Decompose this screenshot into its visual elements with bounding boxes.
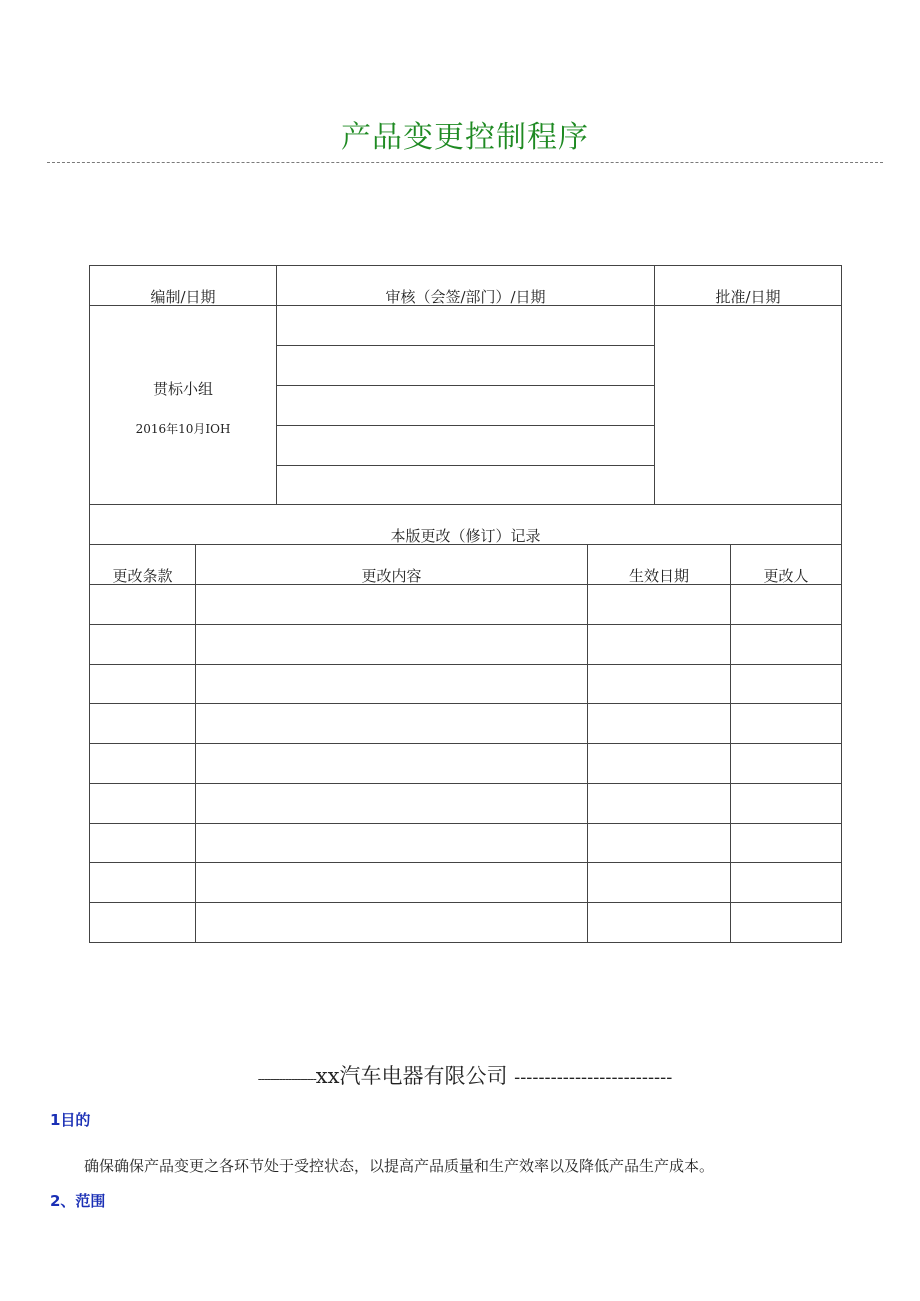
col-change-clause: 更改条款 [112,567,173,585]
prepared-by: 贯标小组 [152,380,213,398]
review-cell-3[interactable] [277,386,654,425]
company-line [0,1060,920,1090]
review-cell-5[interactable] [277,466,654,504]
section-heading-purpose: 1目的 [50,1111,91,1129]
section-heading-scope: 2、范围 [50,1192,106,1210]
col-effective-date: 生效日期 [628,567,689,585]
section-text-purpose: 确保确保产品变更之各环节处于受控状态，以提高产品质量和生产效率以及降低产品生产成本。 [84,1157,715,1175]
header-prepared-date: 编制/日期 [150,288,216,306]
company-dashes-left: ------------------- [257,1072,316,1086]
company-name: xx汽车电器有限公司 [315,1064,508,1088]
review-cell-4[interactable] [277,426,654,465]
header-approve-date: 批准/日期 [715,288,781,306]
prepared-date: 2016年10月IOH [135,422,231,436]
review-cell-2[interactable] [277,346,654,385]
col-change-content: 更改内容 [361,567,422,585]
header-review-date: 审核（会签/部门）/日期 [385,288,546,306]
document-title: 产品变更控制程序 [341,120,589,155]
revision-record-heading: 本版更改（修订）记录 [390,527,541,545]
approve-cell[interactable] [655,306,841,504]
review-cell-1[interactable] [277,306,654,345]
company-dashes-right: -------------------------- [514,1067,673,1088]
col-changed-by: 更改人 [763,567,809,585]
